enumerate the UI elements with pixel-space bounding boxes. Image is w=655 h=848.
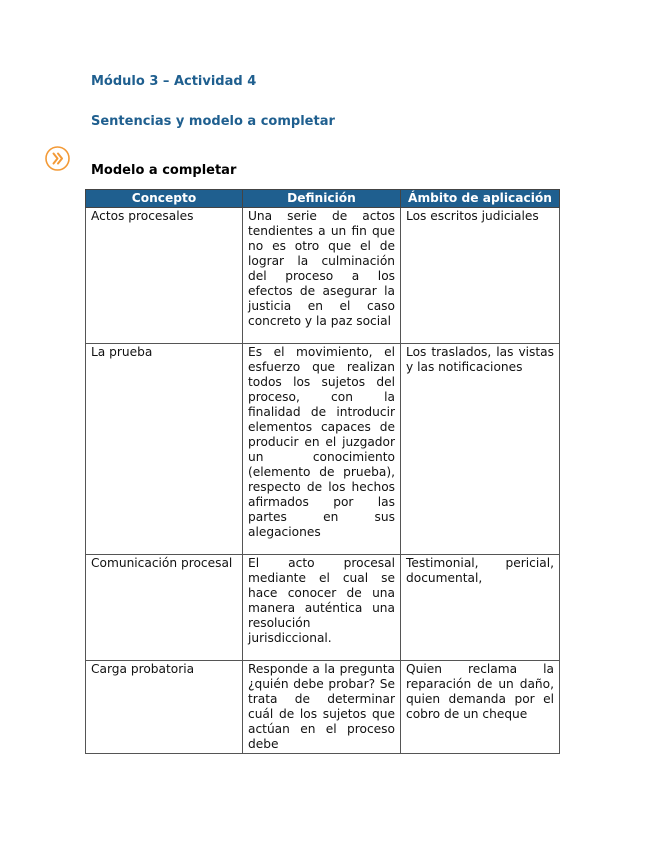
table-row <box>86 208 560 344</box>
cell-ambito: Testimonial, pericial, documental, <box>401 555 560 661</box>
header-ambito: Ámbito de aplicación <box>401 190 560 208</box>
cell-ambito: Los traslados, las vistas y las notificaciones <box>401 344 560 555</box>
cell-concepto: Carga probatoria <box>86 661 243 754</box>
cell-concepto: Actos procesales <box>86 208 243 344</box>
table-row <box>86 661 560 754</box>
cell-definicion: El acto procesal mediante el cual se hace conocer de una manera auténtica una resolución jurisdiccional. <box>243 555 401 661</box>
cell-concepto: Comunicación procesal <box>86 555 243 661</box>
model-title: Modelo a completar <box>91 163 237 178</box>
cell-definicion: Una serie de actos tendientes a un fin que no es otro que el de lograr la culminación del proceso a los efectos de asegurar la justicia en el caso concreto y la paz social <box>243 208 401 344</box>
table-row <box>86 344 560 555</box>
double-chevron-right-icon <box>44 145 71 172</box>
cell-definicion: Es el movimiento, el esfuerzo que realizan todos los sujetos del proceso, con la finalidad de introducir elementos capaces de producir en el juzgador un conocimiento (elemento de prueba), respecto de los hechos afirmados por las partes en sus alegaciones <box>243 344 401 555</box>
header-concepto: Concepto <box>86 190 243 208</box>
section-title: Sentencias y modelo a completar <box>91 114 335 129</box>
cell-ambito: Quien reclama la reparación de un daño, quien demanda por el cobro de un cheque <box>401 661 560 754</box>
table-header-row <box>86 190 560 208</box>
module-title: Módulo 3 – Actividad 4 <box>91 74 257 89</box>
header-definicion: Definición <box>243 190 401 208</box>
cell-ambito: Los escritos judiciales <box>401 208 560 344</box>
cell-concepto: La prueba <box>86 344 243 555</box>
cell-definicion: Responde a la pregunta ¿quién debe probar? Se trata de determinar cuál de los sujetos que actúan en el proceso debe <box>243 661 401 754</box>
model-table <box>85 189 560 754</box>
table-row <box>86 555 560 661</box>
